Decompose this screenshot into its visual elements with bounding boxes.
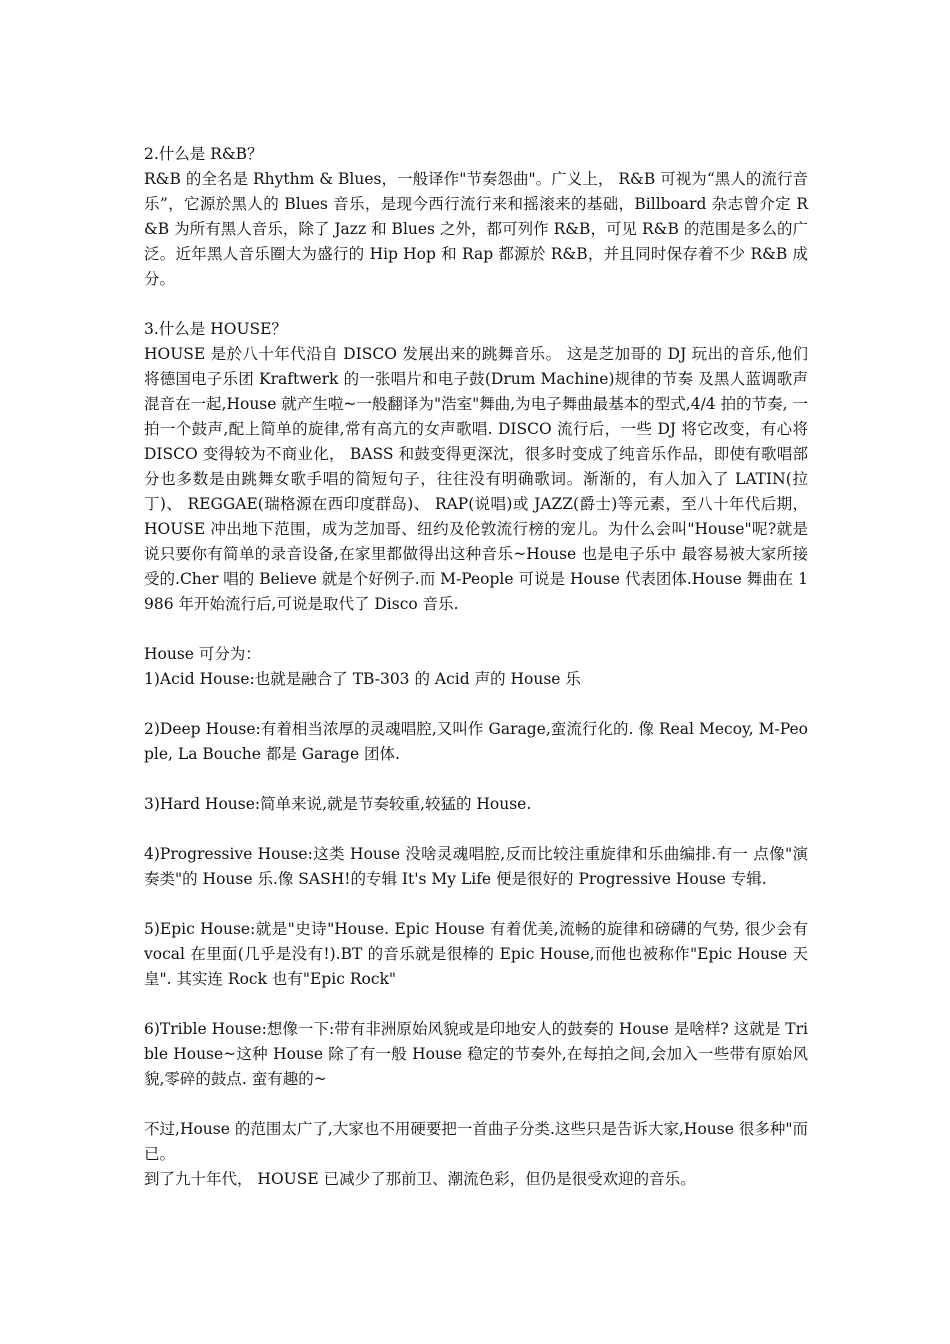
paragraph-spacer xyxy=(144,767,808,792)
paragraph-spacer xyxy=(144,617,808,642)
paragraph-spacer xyxy=(144,692,808,717)
document-body xyxy=(144,142,808,1192)
house-types-intro: House 可分为： xyxy=(144,645,261,663)
house-type-deep: 2)Deep House:有着相当浓厚的灵魂唱腔,又叫作 Garage,蛮流行化的. 像 Real Mecoy, M-People, La Bouche 都是 Garage 团体. xyxy=(144,720,808,763)
paragraph-spacer xyxy=(144,992,808,1017)
closing-paragraph: 不过,House 的范围太广了,大家也不用硬要把一首曲子分类.这些只是告诉大家,House 很多种"而已。 xyxy=(144,1120,808,1163)
house-type-trible: 6)Trible House:想像一下:带有非洲原始风貌或是印地安人的鼓奏的 House 是啥样? 这就是 Trible House~这种 House 除了有一般 House 稳定的节奏外,在每拍之间,会加入一些带有原始风貌,零碎的鼓点. 蛮有趣的~ xyxy=(144,1020,808,1088)
house-type-progressive: 4)Progressive House:这类 House 没啥灵魂唱腔,反而比较注重旋律和乐曲编排.有一 点像"演奏类"的 House 乐.像 SASH!的专辑 It's My Life 便是很好的 Progressive House 专辑. xyxy=(144,845,808,888)
house-paragraph: HOUSE 是於八十年代沿自 DISCO 发展出来的跳舞音乐。 这是芝加哥的 DJ 玩出的音乐,他们将德国电子乐团 Kraftwerk 的一张唱片和电子鼓(Drum Machine)规律的节奏 及黑人蓝调歌声混音在一起,House 就产生啦~一般翻译为"浩室"舞曲,为电子舞曲最基本的型式,4/4 拍的节奏, 一拍一个鼓声,配上简单的旋律,常有高亢的女声歌唱. DISCO 流行后，一些 DJ 将它改变，有心将 DISCO 变得较为不商业化， BASS 和鼓变得更深沈，很多时变成了纯音乐作品，即使有歌唱部分也多数是由跳舞女歌手唱的简短句子，往往没有明确歌词。渐渐的，有人加入了 LATIN(拉丁)、 REGGAE(瑞格源在西印度群岛)、 RAP(说唱)或 JAZZ(爵士)等元素，至八十年代后期， HOUSE 冲出地下范围，成为芝加哥、纽约及伦敦流行榜的宠儿。为什么会叫"House"呢?就是说只要你有简单的录音设备,在家里都做得出这种音乐~House 也是电子乐中 最容易被大家所接受的.Cher 唱的 Believe 就是个好例子.而 M-People 可说是 House 代表团体.House 舞曲在 1986 年开始流行后,可说是取代了 Disco 音乐. xyxy=(144,345,808,613)
house-type-epic: 5)Epic House:就是"史诗"House. Epic House 有着优美,流畅的旋律和磅礴的气势, 很少会有 vocal 在里面(几乎是没有!).BT 的音乐就是很棒的 Epic House,而他也被称作"Epic House 天皇". 其实连 Rock 也有"Epic Rock" xyxy=(144,920,808,988)
paragraph-spacer xyxy=(144,817,808,842)
paragraph-spacer xyxy=(144,292,808,317)
house-type-hard: 3)Hard House:简单来说,就是节奏较重,较猛的 House. xyxy=(144,795,532,813)
closing-summary: 到了九十年代， HOUSE 已减少了那前卫、潮流色彩，但仍是很受欢迎的音乐。 xyxy=(144,1170,696,1188)
house-type-acid: 1)Acid House:也就是融合了 TB-303 的 Acid 声的 House 乐 xyxy=(144,670,581,688)
rnb-paragraph: R&B 的全名是 Rhythm & Blues，一般译作"节奏怨曲"。广义上， R&B 可视为“黑人的流行音乐”，它源於黑人的 Blues 音乐，是现今西行流行来和摇滚来的基础，Billboard 杂志曾介定 R&B 为所有黑人音乐，除了 Jazz 和 Blues 之外，都可列作 R&B，可见 R&B 的范围是多么的广泛。近年黑人音乐圈大为盛行的 Hip Hop 和 Rap 都源於 R&B，并且同时保存着不少 R&B 成分。 xyxy=(144,170,808,288)
paragraph-spacer xyxy=(144,1092,808,1117)
paragraph-spacer xyxy=(144,892,808,917)
house-heading: 3.什么是 HOUSE？ xyxy=(144,320,287,338)
rnb-heading: 2.什么是 R&B？ xyxy=(144,145,263,163)
